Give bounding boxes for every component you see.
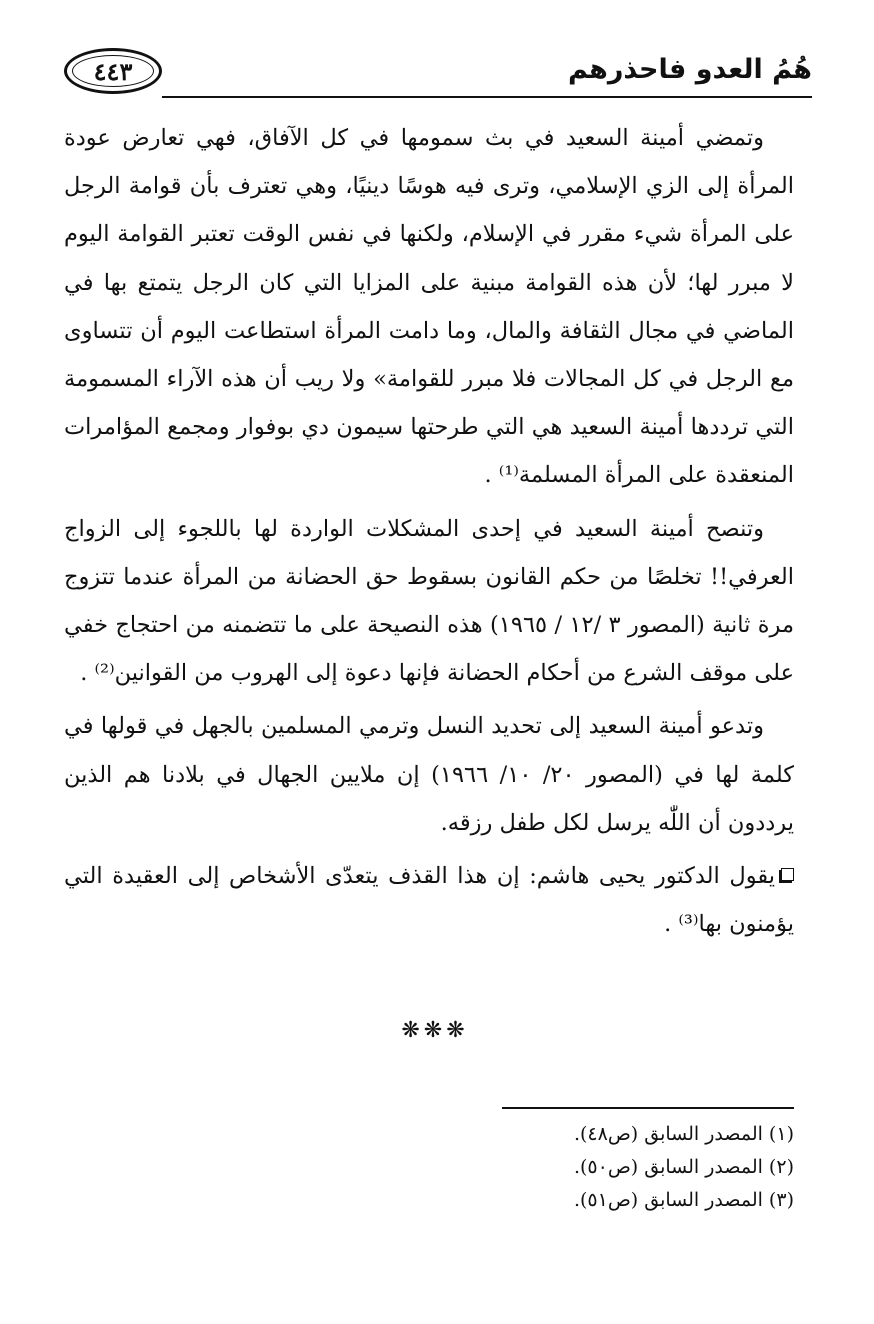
footnote: (٢) المصدر السابق (ص٥٠). (573, 1156, 794, 1178)
footnotes (394, 1118, 794, 1217)
page-header (64, 46, 812, 104)
paragraph: وتنصح أمينة السعيد في إحدى المشكلات الواردة لها باللجوء إلى الزواج العرفي!! تخلصًا من حكم القانون بسقوط حق الحضانة من المرأة عندما تتزوج مرة ثانية (المصور ٣ /١٢ / ١٩٦٥) هذه النصيحة على ما تتضمنه من احتجاج خفي على موقف الشرع من أحكام الحضانة فإنها دعوة إلى الهروب من القوانين⁽²⁾ . (64, 515, 794, 687)
footnote: (٣) المصدر السابق (ص٥١). (573, 1189, 794, 1211)
paragraph: وتمضي أمينة السعيد في بث سمومها في كل الآفاق، فهي تعارض عودة المرأة إلى الزي الإسلامي، وترى فيه هوسًا دينيًا، وهي تعترف بأن قوامة الرجل على المرأة شيء مقرر في الإسلام، ولكنها في نفس الوقت تعتبر القوامة اليوم لا مبرر لها؛ لأن هذه القوامة مبنية على المزايا التي كان الرجل يتمتع بها في الماضي في مجال الثقافة والمال، وما دامت المرأة استطاعت اليوم أن تتساوى مع الرجل في كل المجالات فلا مبرر للقوامة» ولا ريب أن هذه الآراء المسمومة التي ترددها أمينة السعيد هي التي طرحتها سيمون دي بوفوار ومجمع المؤامرات المنعقدة على المرأة المسلمة⁽¹⁾ . (64, 125, 794, 489)
footnote: (١) المصدر السابق (ص٤٨). (573, 1123, 794, 1145)
paragraph: وتدعو أمينة السعيد إلى تحديد النسل وترمي المسلمين بالجهل في قولها في كلمة لها في (المصور ٢٠/ ١٠/ ١٩٦٦) إن ملايين الجهال في بلادنا هم الذين يرددون أن اللّٰه يرسل لكل طفل رزقه. (64, 713, 795, 836)
bullet-paragraph-text: يقول الدكتور يحيى هاشم: إن هذا القذف يتعدّى الأشخاص إلى العقيدة التي يؤمنون بها⁽³⁾ . (64, 863, 794, 938)
page-number: ٤٤٣ (93, 56, 133, 86)
body-text (64, 114, 794, 953)
bullet-paragraph (64, 852, 794, 948)
header-rule (162, 96, 812, 98)
footnote-rule (502, 1107, 794, 1109)
section-separator: ❋❋❋ (401, 1018, 469, 1043)
page-number-frame (64, 48, 162, 94)
square-bullet-icon (781, 868, 794, 881)
running-title: هُمُ العدو فاحذرهم (567, 54, 812, 85)
